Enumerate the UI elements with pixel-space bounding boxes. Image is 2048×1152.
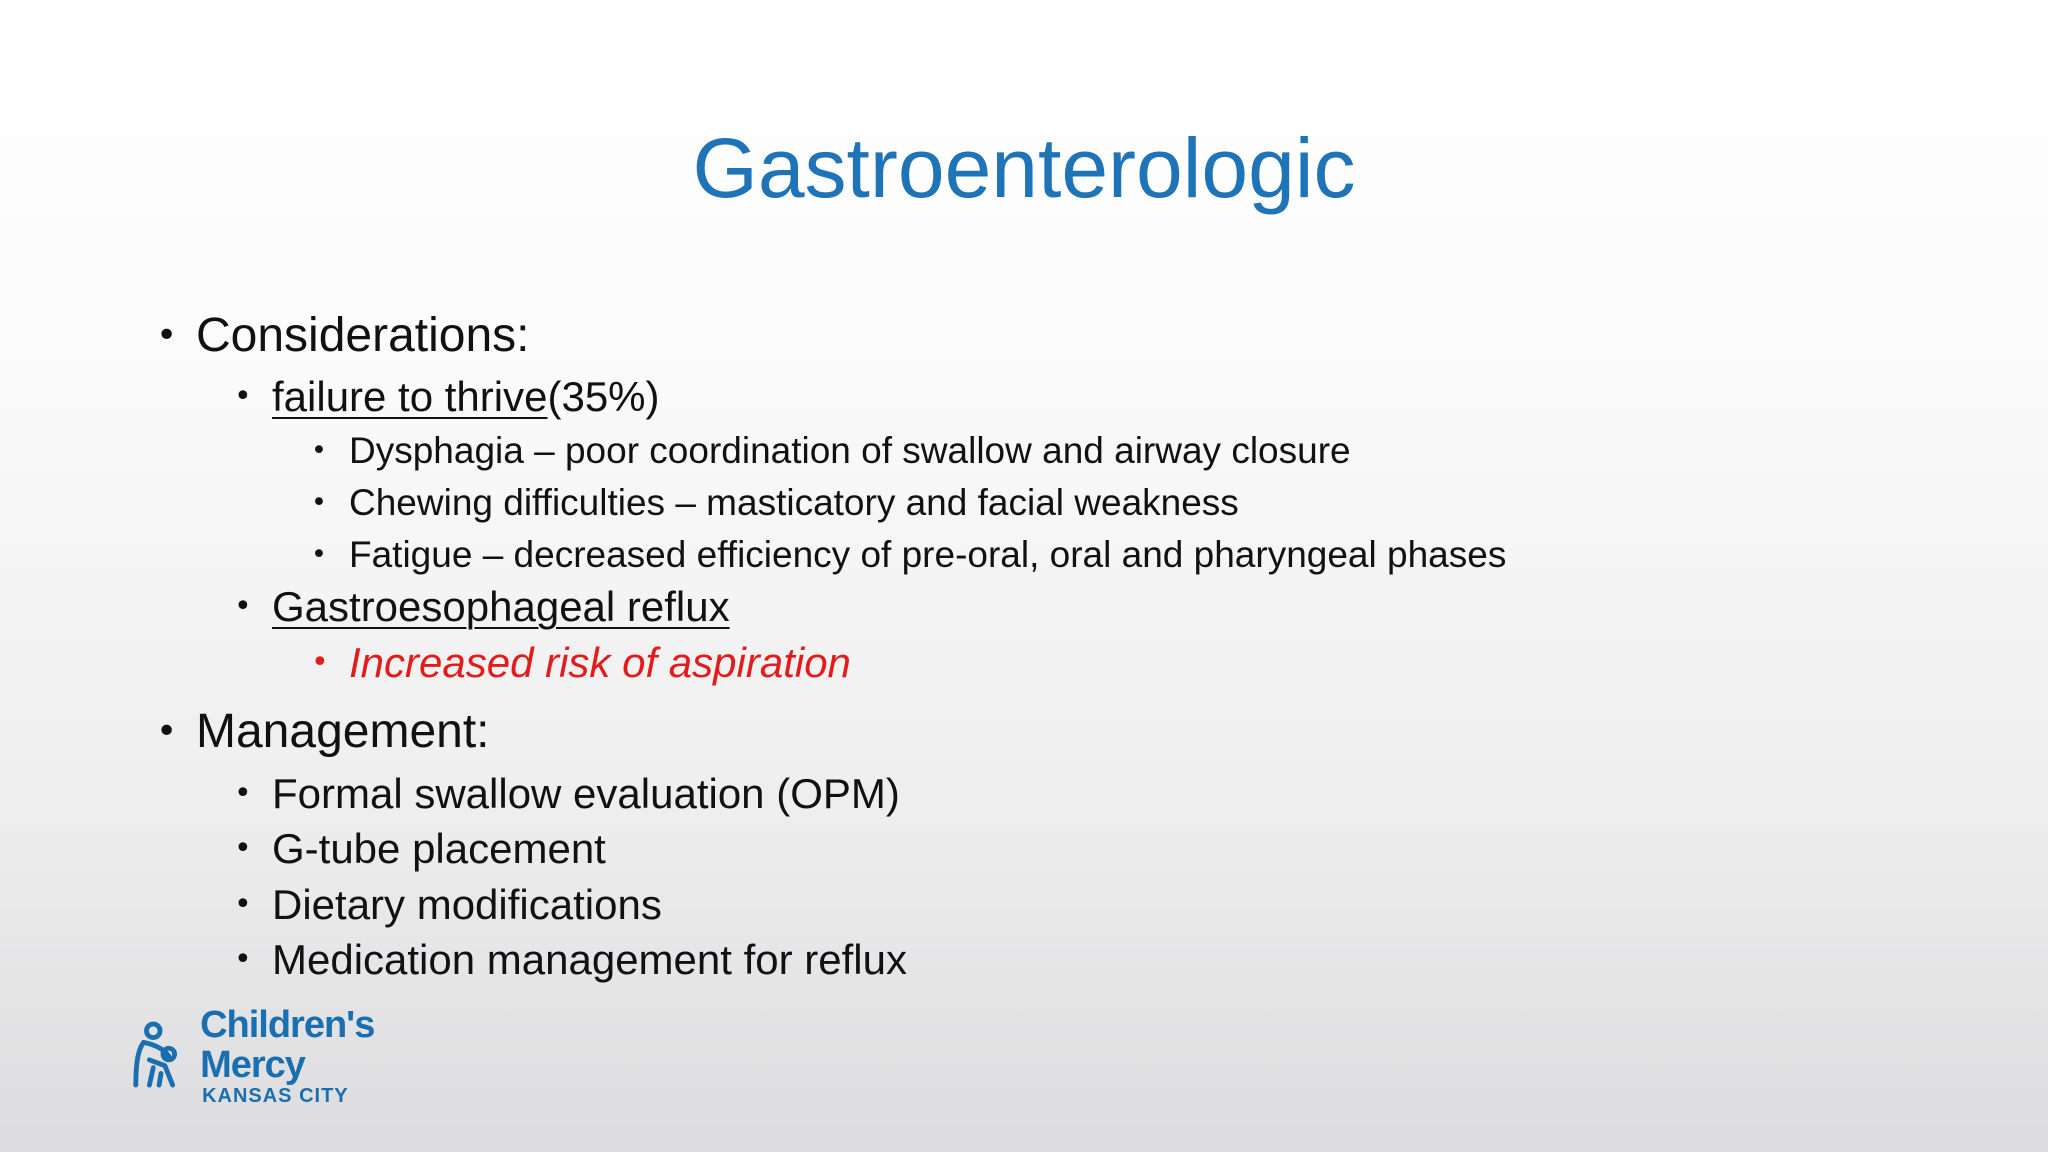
bullet-icon: • [234,776,252,811]
chewing-text: Chewing difficulties – masticatory and facial weakness [349,482,1239,523]
bullet-icon: • [234,379,252,414]
dysphagia-item [311,429,1351,473]
management-item [234,880,662,930]
considerations-heading [156,308,530,364]
failure-to-thrive-label: failure to thrive [272,373,548,420]
reflux-label: Gastroesophageal reflux [272,583,730,630]
bullet-icon: • [156,711,178,752]
logo-name: Children's Mercy [200,1004,375,1086]
slide-title [0,118,2048,218]
failure-to-thrive-percent: (35%) [547,373,660,420]
failure-to-thrive-item [234,372,660,422]
management-item [234,824,606,874]
bullet-icon: • [234,942,252,977]
logo-subtitle: KANSAS CITY [202,1085,349,1107]
child-figure-icon [130,1020,192,1092]
logo-wordmark [200,1005,480,1107]
bullet-icon: • [156,315,178,356]
management-item-text: G-tube placement [272,825,606,872]
fatigue-text: Fatigue – decreased efficiency of pre-oral, oral and pharyngeal phases [349,534,1507,575]
management-item-text: Formal swallow evaluation (OPM) [272,770,900,817]
bullet-icon: • [234,831,252,866]
bullet-icon: • [311,645,329,680]
management-heading [156,704,490,760]
reflux-item [234,582,730,632]
management-item [234,769,900,819]
bullet-icon: • [234,887,252,922]
bullet-icon: • [311,487,327,518]
bullet-icon: • [311,539,327,570]
aspiration-risk-item [311,638,851,688]
management-item [234,935,907,985]
chewing-item [311,481,1239,525]
bullet-icon: • [311,435,327,466]
childrens-mercy-logo [130,1004,480,1107]
management-item-text: Dietary modifications [272,881,662,928]
fatigue-item [311,533,1507,577]
aspiration-risk-text: Increased risk of aspiration [349,639,851,686]
bullet-icon: • [234,589,252,624]
management-heading-text: Management: [196,705,490,758]
dysphagia-text: Dysphagia – poor coordination of swallow and airway closure [349,430,1351,471]
management-item-text: Medication management for reflux [272,936,907,983]
slide-title-text: Gastroenterologic [692,121,1356,215]
considerations-heading-text: Considerations: [196,309,530,362]
